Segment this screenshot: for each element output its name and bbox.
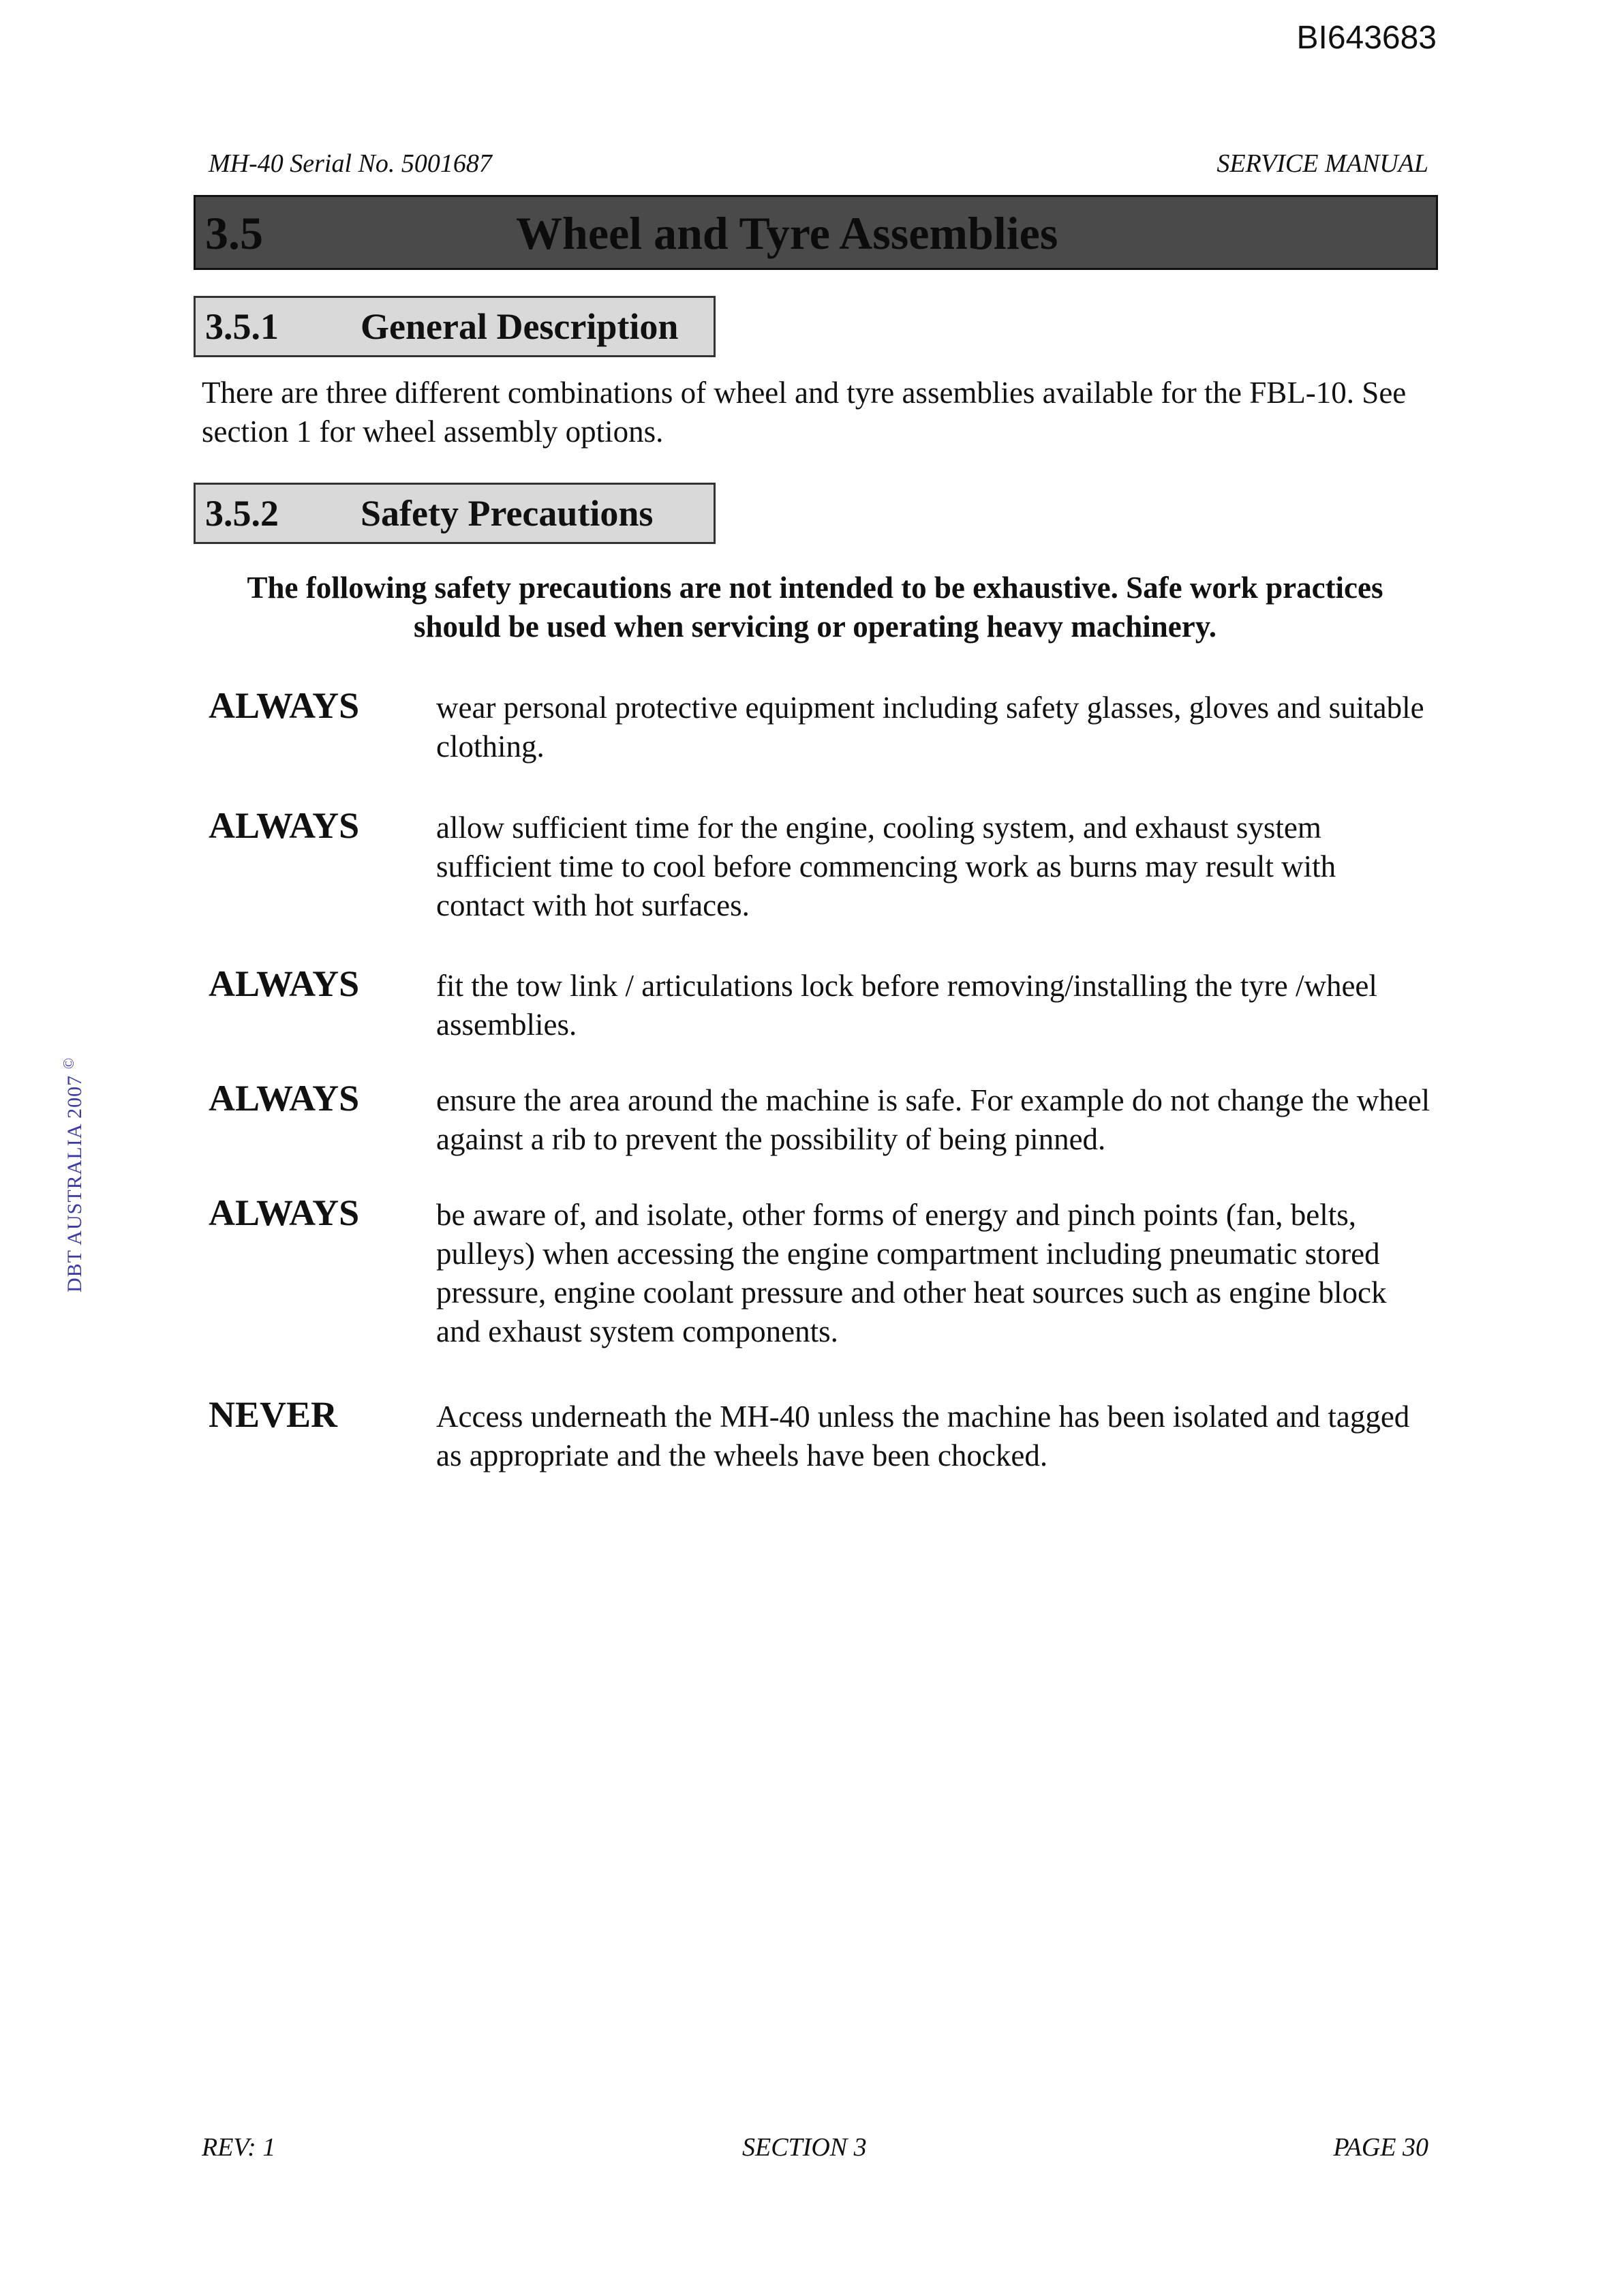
header-manual-title: SERVICE MANUAL bbox=[1216, 149, 1428, 178]
rule-keyword: NEVER bbox=[209, 1394, 338, 1435]
safety-notice: The following safety precautions are not intended to be exhaustive. Safe work practices should be used when servicing or operating heavy machinery. bbox=[247, 571, 1383, 644]
subsection-number: 3.5.1 bbox=[205, 306, 279, 347]
section-title: Wheel and Tyre Assemblies bbox=[516, 207, 1058, 259]
page-footer bbox=[202, 2132, 1428, 2162]
rule-keyword: ALWAYS bbox=[209, 685, 360, 726]
subsection-heading-general bbox=[194, 296, 716, 357]
rule-text: ensure the area around the machine is safe. For example do not change the wheel against a rib to prevent the possibility of being pinned. bbox=[436, 1083, 1430, 1156]
header-serial: MH-40 Serial No. 5001687 bbox=[209, 149, 492, 178]
footer-section: SECTION 3 bbox=[742, 2133, 867, 2162]
rule-text: Access underneath the MH-40 unless the machine has been isolated and tagged as appropriate and the wheels have been chocked. bbox=[436, 1400, 1410, 1472]
rule-text: allow sufficient time for the engine, cooling system, and exhaust system sufficient time to cool before commencing work as burns may result with contact with hot surfaces. bbox=[436, 811, 1336, 922]
rule-text: be aware of, and isolate, other forms of energy and pinch points (fan, belts, pulleys) when accessing the engine compartment including pneumatic stored pressure, engine coolant pressure and other heat sources such as engine block and exhaust system components. bbox=[436, 1198, 1387, 1348]
copyright-symbol: © bbox=[60, 1057, 77, 1070]
section-number: 3.5 bbox=[205, 207, 263, 259]
rule-keyword: ALWAYS bbox=[209, 963, 360, 1004]
subsection-heading-safety bbox=[194, 483, 716, 544]
general-description-text: There are three different combinations of wheel and tyre assemblies available for the FBL-10. See section 1 for wheel assembly options. bbox=[202, 376, 1407, 449]
side-copyright bbox=[60, 1057, 87, 1293]
footer-revision: REV: 1 bbox=[202, 2133, 276, 2162]
rule-keyword: ALWAYS bbox=[209, 805, 360, 846]
document-id: BI643683 bbox=[1296, 20, 1437, 56]
footer-page-number: PAGE 30 bbox=[1333, 2133, 1428, 2162]
copyright-text: DBT AUSTRALIA 2007 bbox=[63, 1074, 86, 1293]
rule-text: wear personal protective equipment including safety glasses, gloves and suitable clothing. bbox=[436, 691, 1424, 764]
subsection-title: Safety Precautions bbox=[361, 493, 654, 534]
subsection-title: General Description bbox=[361, 306, 679, 347]
rule-text: fit the tow link / articulations lock before removing/installing the tyre /wheel assemblies. bbox=[436, 969, 1377, 1042]
running-header bbox=[209, 149, 1428, 179]
rule-keyword: ALWAYS bbox=[209, 1192, 360, 1233]
rule-keyword: ALWAYS bbox=[209, 1078, 360, 1119]
section-heading bbox=[194, 195, 1438, 270]
subsection-number: 3.5.2 bbox=[205, 493, 279, 534]
